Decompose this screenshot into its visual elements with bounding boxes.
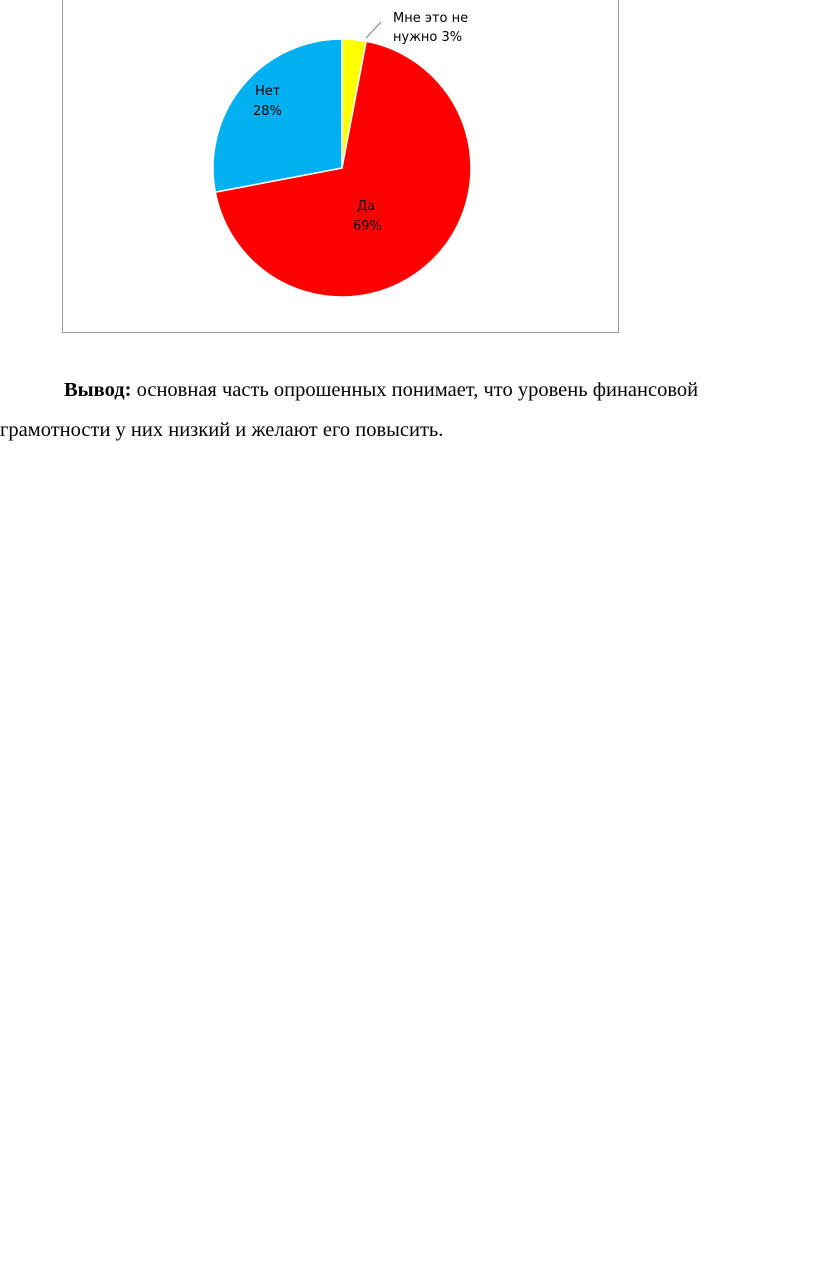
conclusion-heading: Вывод: [64,379,132,401]
slice-label-no-need-line1: Мне это не [393,11,469,26]
slice-label-yes: Да [357,199,376,214]
slice-label-no: Нет [255,84,281,99]
slice-value-yes: 69% [353,219,382,234]
slice-value-no: 28% [253,104,282,119]
conclusion-line-1 [0,370,816,410]
leader-line [366,22,381,38]
conclusion-text-1: основная часть опрошенных понимает, что уровень финансовой [136,379,699,401]
slice-label-no-need-line2: нужно 3% [393,30,463,45]
chart-frame [62,0,619,333]
pie-chart [63,0,620,333]
conclusion-paragraph [0,370,816,450]
conclusion-line-2: грамотности у них низкий и желают его повысить. [0,419,444,441]
